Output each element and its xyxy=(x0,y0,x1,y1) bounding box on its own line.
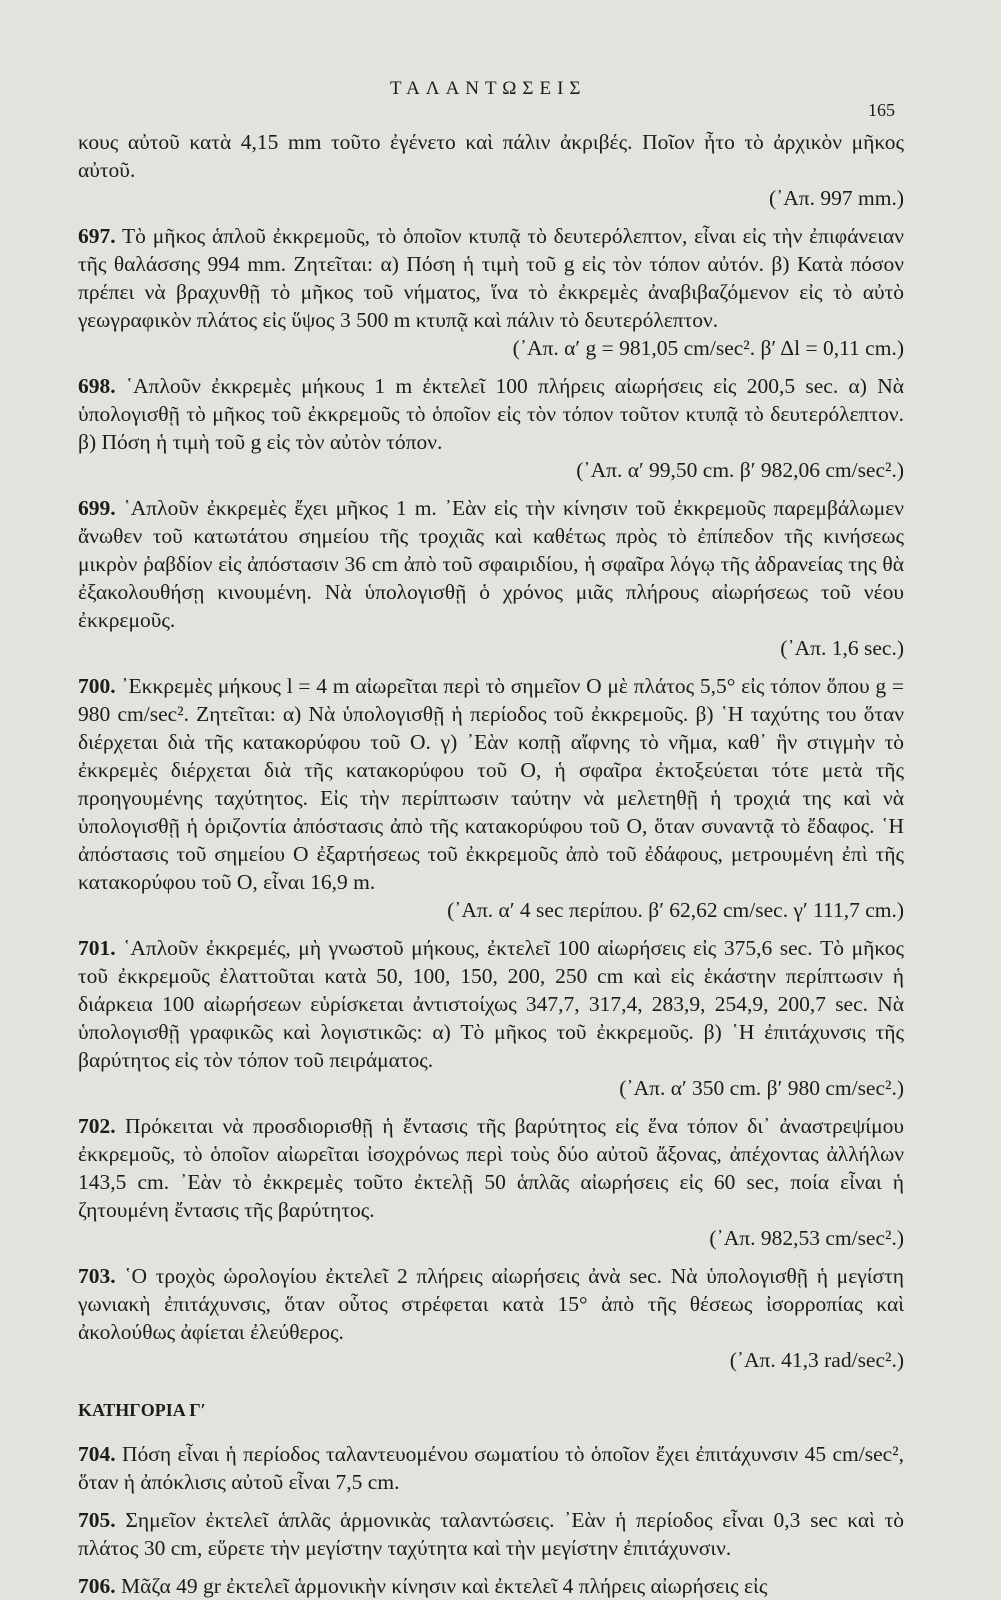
problem-answer: (᾽Απ. 1,6 sec.) xyxy=(780,636,904,660)
problem-text: Πρόκειται νὰ προσδιορισθῇ ἡ ἔντασις τῆς βαρύτητος εἰς ἕνα τόπον δι᾽ ἀναστρεψίμου ἐκκρεμοῦς, τὸ ὁποῖον αἰωρεῖται ἰσοχρόνως περὶ τοὺς δύο αὐτοῦ ἄξονας, ἀπέχοντας ἀλλήλων 143,5 cm. ᾽Εὰν τὸ ἐκκρεμὲς τοῦτο ἐκτελῇ 50 ἁπλᾶς αἰωρήσεις εἰς 60 sec, ποία εἶναι ἡ ζητουμένη ἔντασις τῆς βαρύτητος. xyxy=(78,1114,904,1222)
problem-number: 703. xyxy=(78,1264,116,1288)
category-heading: ΚΑΤΗΓΟΡΙΑ Γ′ xyxy=(78,1400,206,1420)
problem-701 xyxy=(78,934,904,1102)
problem-706 xyxy=(78,1572,904,1600)
problem-text: ῾Απλοῦν ἐκκρεμὲς μήκους 1 m ἐκτελεῖ 100 πλήρεις αἰωρήσεις εἰς 200,5 sec. α) Νὰ ὑπολογισθῇ τὸ μῆκος τοῦ ἐκκρεμοῦς τὸ ὁποῖον εἰς τὸν τόπον τοῦτον κτυπᾷ τὸ δευτερόλεπτον. β) Πόση ἡ τιμὴ τοῦ g εἰς τὸν αὐτὸν τόπον. xyxy=(78,374,904,454)
problem-text: Μᾶζα 49 gr ἐκτελεῖ ἁρμονικὴν κίνησιν καὶ ἐκτελεῖ 4 πλήρεις αἰωρήσεις εἰς xyxy=(121,1574,768,1598)
problem-number: 701. xyxy=(78,936,116,960)
problem-705 xyxy=(78,1506,904,1562)
problem-text: ῾Απλοῦν ἐκκρεμές, μὴ γνωστοῦ μήκους, ἐκτελεῖ 100 αἰωρήσεις εἰς 375,6 sec. Τὸ μῆκος τοῦ ἐκκρεμοῦς ἐλαττοῦται κατὰ 50, 100, 150, 200, 250 cm καὶ εἰς ἑκάστην περίπτωσιν ἡ διάρκεια 100 αἰωρήσεων εὑρίσκεται ἀντιστοίχως 347,7, 317,4, 283,9, 254,9, 200,7 sec. Νὰ ὑπολογισθῇ γραφικῶς καὶ λογιστικῶς: α) Τὸ μῆκος τοῦ ἐκκρεμοῦς. β) ῾Η ἐπιτάχυνσις τῆς βαρύτητος εἰς τὸν τόπον τοῦ πειράματος. xyxy=(78,936,904,1072)
problem-text: Σημεῖον ἐκτελεῖ ἁπλᾶς ἁρμονικὰς ταλαντώσεις. ᾽Εὰν ἡ περίοδος εἶναι 0,3 sec καὶ τὸ πλάτος 30 cm, εὕρετε τὴν μεγίστην ταχύτητα καὶ τὴν μεγίστην ἐπιτάχυνσιν. xyxy=(78,1508,904,1560)
problem-text: Τὸ μῆκος ἁπλοῦ ἐκκρεμοῦς, τὸ ὁποῖον κτυπᾷ τὸ δευτερόλεπτον, εἶναι εἰς τὴν ἐπιφάνειαν τῆς θαλάσσης 994 mm. Ζητεῖται: α) Πόση ἡ τιμὴ τοῦ g εἰς τὸν τόπον αὐτόν. β) Κατὰ πόσον πρέπει νὰ βραχυνθῇ τὸ μῆκος τοῦ νήματος, ἵνα τὸ ἐκκρεμὲς ἀναβιβαζόμενον εἰς τὸ αὐτὸ γεωγραφικὸν πλάτος εἰς ὕψος 3 500 m κτυπᾷ καὶ πάλιν τὸ δευτερόλεπτον. xyxy=(78,224,904,332)
problem-answer: (᾽Απ. α′ 350 cm. β′ 980 cm/sec².) xyxy=(619,1076,904,1100)
problem-text: ᾽Εκκρεμὲς μήκους l = 4 m αἰωρεῖται περὶ τὸ σημεῖον O μὲ πλάτος 5,5° εἰς τόπον ὅπου g = 980 cm/sec². Ζητεῖται: α) Νὰ ὑπολογισθῇ ἡ περίοδος τοῦ ἐκκρεμοῦς. β) ῾Η ταχύτης του ὅταν διέρχεται διὰ τῆς κατακορύφου τοῦ O. γ) ᾽Εὰν κοπῇ αἴφνης τὸ νῆμα, καθ᾽ ἣν στιγμὴν τὸ ἐκκρεμὲς διέρχεται διὰ τῆς κατακορύφου τοῦ O, ἡ σφαῖρα ἐκτοξεύεται τότε μετὰ τῆς προηγουμένης ταχύτητος. Εἰς τὴν περίπτωσιν ταύτην νὰ μελετηθῇ ἡ τροχιά της καὶ νὰ ὑπολογισθῇ ἡ ὁριζοντία ἀπόστασις ἀπὸ τῆς κατακορύφου τοῦ O, ὅταν συναντᾷ τὸ ἔδαφος. ῾Η ἀπόστασις τοῦ σημείου O ἐξαρτήσεως τοῦ ἐκκρεμοῦς ἀπὸ τοῦ ἐδάφους, μετρουμένη ἐπὶ τῆς κατακορύφου τοῦ O, εἶναι 16,9 m. xyxy=(78,674,904,894)
page-content xyxy=(78,128,904,1600)
problem-answer: (᾽Απ. 982,53 cm/sec².) xyxy=(709,1226,904,1250)
problem-703 xyxy=(78,1262,904,1374)
problem-answer: (᾽Απ. α′ 4 sec περίπου. β′ 62,62 cm/sec. γ′ 111,7 cm.) xyxy=(447,898,904,922)
problem-702 xyxy=(78,1112,904,1252)
problem-answer: (᾽Απ. α′ g = 981,05 cm/sec². β′ Δl = 0,11 cm.) xyxy=(512,336,904,360)
problem-answer: (᾽Απ. 41,3 rad/sec².) xyxy=(729,1348,904,1372)
problem-number: 700. xyxy=(78,674,116,698)
problem-number: 698. xyxy=(78,374,116,398)
problem-698 xyxy=(78,372,904,484)
problem-704 xyxy=(78,1440,904,1496)
problem-number: 705. xyxy=(78,1508,116,1532)
problem-continuation xyxy=(78,128,904,212)
problem-text: Πόση εἶναι ἡ περίοδος ταλαντευομένου σωματίου τὸ ὁποῖον ἔχει ἐπιτάχυνσιν 45 cm/sec², ὅταν ἡ ἀπόκλισις αὐτοῦ εἶναι 7,5 cm. xyxy=(78,1442,905,1494)
problem-number: 706. xyxy=(78,1574,116,1598)
problem-number: 697. xyxy=(78,224,116,248)
problem-699 xyxy=(78,494,904,662)
running-header: ΤΑΛΑΝΤΩΣΕΙΣ xyxy=(390,78,587,99)
problem-number: 704. xyxy=(78,1442,116,1466)
problem-number: 699. xyxy=(78,496,116,520)
problem-697 xyxy=(78,222,904,362)
problem-answer: (᾽Απ. 997 mm.) xyxy=(768,186,904,210)
problem-text: ῾Ο τροχὸς ὡρολογίου ἐκτελεῖ 2 πλήρεις αἰωρήσεις ἀνὰ sec. Νὰ ὑπολογισθῇ ἡ μεγίστη γωνιακὴ ἐπιτάχυνσις, ὅταν οὗτος στρέφεται κατὰ 15° ἀπὸ τῆς θέσεως ἰσορροπίας καὶ ἀκολούθως ἀφίεται ἐλεύθερος. xyxy=(78,1264,904,1344)
problem-number: 702. xyxy=(78,1114,116,1138)
problem-answer: (᾽Απ. α′ 99,50 cm. β′ 982,06 cm/sec².) xyxy=(576,458,904,482)
problem-text: κους αὐτοῦ κατὰ 4,15 mm τοῦτο ἐγένετο καὶ πάλιν ἀκριβές. Ποῖον ἦτο τὸ ἀρχικὸν μῆκος αὐτοῦ. xyxy=(78,130,904,182)
page-number: 165 xyxy=(868,100,895,120)
problem-text: ῾Απλοῦν ἐκκρεμὲς ἔχει μῆκος 1 m. ᾽Εὰν εἰς τὴν κίνησιν τοῦ ἐκκρεμοῦς παρεμβάλωμεν ἄνωθεν τοῦ κατωτάτου σημείου τῆς τροχιᾶς καὶ καθέτως πρὸς τὸ ἐπίπεδον τῆς κινήσεως μικρὸν ῥαβδίον εἰς ἀπόστασιν 36 cm ἀπὸ τοῦ σφαιριδίου, ἡ σφαῖρα λόγῳ τῆς ἀδρανείας της θὰ ἐξακολουθήσῃ κινουμένη. Νὰ ὑπολογισθῇ ὁ χρόνος μιᾶς πλήρους αἰωρήσεως τοῦ νέου ἐκκρεμοῦς. xyxy=(78,496,904,632)
problem-700 xyxy=(78,672,904,924)
